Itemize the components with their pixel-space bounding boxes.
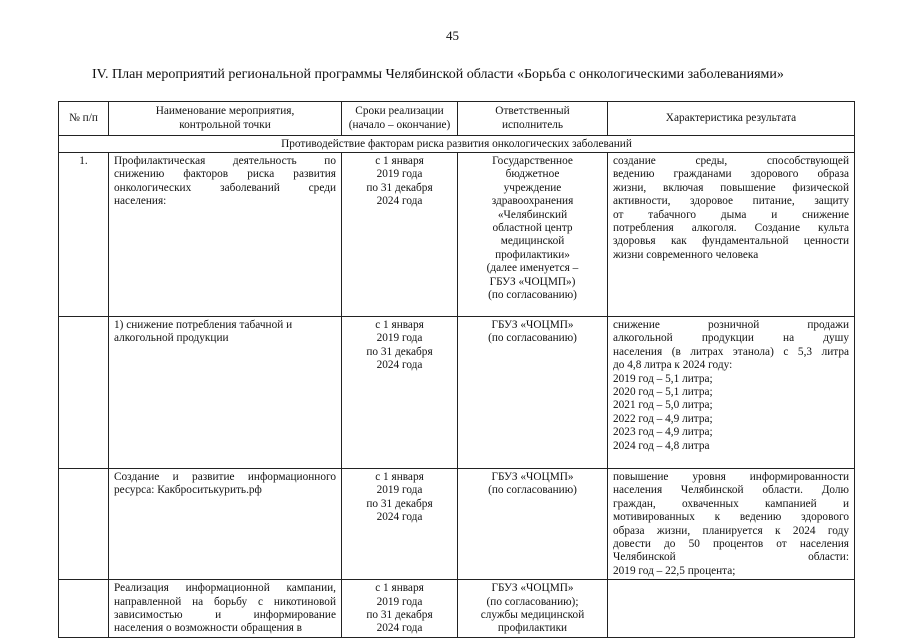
cell-activity-name-line: населения: [114,195,167,208]
cell-executor-line: ГБУЗ «ЧОЦМП» [491,319,574,331]
cell-executor-line: (по согласованию); [486,595,579,608]
cell-result-line: ведению гражданами здорового образа [613,168,849,181]
cell-term-line: 2019 года [376,484,423,497]
cell-result-line: граждан, охваченных кампанией и [613,497,849,510]
cell-activity-name-line: 1) снижение потребления табачной и [114,319,293,331]
cell-executor-line: службы медицинской [480,609,585,622]
cell-activity-name-line: алкогольной продукции [114,332,229,345]
cell-executor [458,469,608,580]
cell-term-line: 2019 года [376,595,423,608]
cell-executor-line: (по согласованию) [488,289,577,302]
cell-activity-name-line: направленной на борьбу с никотиновой [114,595,336,608]
cell-term-line: по 31 декабря [366,181,433,194]
cell-result-line: 2019 год – 5,1 литра; [613,372,713,385]
cell-result-line: активности, здоровое питание, защиту [613,195,849,208]
cell-result-line: от табачного дыма и снижение [613,208,849,221]
cell-executor-line: ГБУЗ «ЧОЦМП» [491,582,574,595]
header-executor [458,102,608,136]
header-term-line: Сроки реализации [355,105,444,118]
cell-result [608,317,855,469]
cell-term-line: с 1 января [375,319,424,331]
cell-activity-name-line: Создание и развитие информационного [114,471,336,483]
cell-activity-name-line: онкологических заболеваний среди [114,181,336,194]
cell-executor-line: учреждение [503,181,562,194]
cell-executor-line: областной центр [492,222,573,235]
table-row [59,469,855,580]
cell-executor [458,580,608,638]
cell-result [608,153,855,317]
cell-term-line: по 31 декабря [366,345,433,358]
cell-activity-name [109,469,342,580]
cell-term-line: с 1 января [375,155,424,167]
cell-activity-name-line: зависимостью и информирование [114,609,336,622]
cell-result-line: 2020 год – 5,1 литра; [613,386,713,399]
cell-result-line: 2022 год – 4,9 литра; [613,412,713,425]
cell-result-line: создание среды, способствующей [613,155,849,167]
cell-result-line: повышение уровня информированности [613,471,849,483]
cell-executor-line: (по согласованию) [488,484,577,497]
cell-executor-line: ГБУЗ «ЧОЦМП» [491,471,574,483]
cell-executor-line: «Челябинский [497,208,568,221]
cell-result-line: 2019 год – 22,5 процента; [613,564,736,577]
header-executor-line: Ответственный [495,105,570,118]
section-row [59,136,855,153]
cell-term-line: 2024 года [376,622,423,635]
header-name-line: контрольной точки [179,118,271,131]
cell-result-line: 2023 год – 4,9 литра; [613,426,713,439]
cell-executor-line: Государственное [492,155,573,167]
document-title: IV. План мероприятий региональной программы Челябинской области «Борьба с онкологическими заболеваниями» [92,67,784,82]
cell-term-line: с 1 января [375,471,424,483]
cell-number [59,580,109,638]
cell-result-line: 2021 год – 5,0 литра; [613,399,713,412]
cell-result-line: снижение розничной продажи [613,319,849,331]
cell-number: 1. [59,153,109,317]
table-row [59,153,855,317]
cell-result [608,469,855,580]
cell-term-line: 2024 года [376,359,423,372]
cell-term-line: с 1 января [375,582,424,595]
cell-result-line: мотивированных к ведению здорового [613,511,849,524]
header-name [109,102,342,136]
header-result: Характеристика результата [608,102,855,136]
cell-activity-name-line: Реализация информационной кампании, [114,582,336,595]
cell-result-line: населения Челябинской области. Долю [613,484,849,497]
cell-activity-name-line: снижению факторов риска развития [114,168,336,181]
cell-executor-line: профилактики [497,622,568,635]
cell-number [59,469,109,580]
table-row [59,580,855,638]
plan-table [58,101,855,638]
page-number: 45 [446,28,459,43]
cell-result-line: жизни современного человека [613,248,759,261]
cell-number [59,317,109,469]
cell-term-line: по 31 декабря [366,497,433,510]
header-executor-line: исполнитель [501,118,564,131]
cell-result-line: Челябинской области: [613,551,849,564]
cell-executor-line: (далее именуется – [486,262,579,275]
header-number: № п/п [59,102,109,136]
cell-result-line: жизни, включая повышение физической [613,181,849,194]
cell-term-line: 2024 года [376,195,423,208]
cell-activity-name [109,153,342,317]
cell-result-line: здоровья как фундаментальной ценности [613,235,849,248]
cell-result-line: до 4,8 литра к 2024 году: [613,359,733,372]
cell-term [342,580,458,638]
cell-term-line: 2019 года [376,332,423,345]
cell-activity-name [109,580,342,638]
cell-term-line: 2024 года [376,511,423,524]
cell-result-line: алкогольной продукции на душу [613,332,849,345]
table-row [59,317,855,469]
section-title: Противодействие факторам риска развития онкологических заболеваний [59,136,855,153]
cell-term [342,317,458,469]
cell-term [342,153,458,317]
cell-executor-line: медицинской [500,235,565,248]
cell-result-line: потребления алкоголя. Создание культа [613,222,849,235]
header-name-line: Наименование мероприятия, [155,105,295,118]
cell-executor-line: здравоохранения [491,195,574,208]
cell-executor-line: (по согласованию) [488,332,577,345]
cell-activity-name-line: населения о возможности обращения в [114,622,303,635]
cell-result-line: довести до 50 процентов от населения [613,538,849,551]
cell-result-line: 2024 год – 4,8 литра [613,439,710,452]
header-term-line: (начало – окончание) [348,118,451,131]
cell-activity-name [109,317,342,469]
cell-activity-name-line: Профилактическая деятельность по [114,155,336,167]
cell-executor-line: ГБУЗ «ЧОЦМП») [489,275,576,288]
cell-result-line: населения (в литрах этанола) с 5,3 литра [613,345,849,358]
cell-term [342,469,458,580]
header-term [342,102,458,136]
cell-executor [458,317,608,469]
cell-executor [458,153,608,317]
cell-activity-name-line: ресурса: Какбросить​курить.рф [114,484,262,497]
cell-result [608,580,855,638]
cell-term-line: 2019 года [376,168,423,181]
cell-term-line: по 31 декабря [366,609,433,622]
cell-result-line: образа жизни, планируется к 2024 году [613,524,849,537]
cell-executor-line: профилактики» [495,248,570,261]
header-row [59,102,855,136]
cell-executor-line: бюджетное [505,168,560,181]
